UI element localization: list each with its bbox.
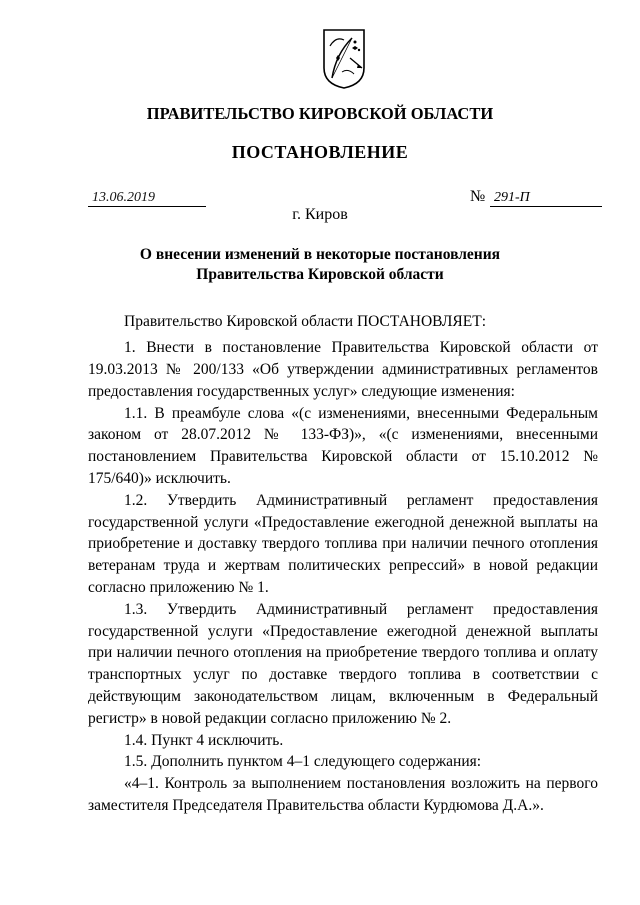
document-number: 291-П [490,190,602,207]
kirov-coat-of-arms-emblem [322,28,366,90]
paragraph-1-3: 1.3. Утвердить Административный регламент предоставления государственной услуги «Предоставление ежегодной денежной выплаты при наличии печного отопления на приобретение твердого топлива и оплату транспортных услуг по доставке твердого топлива в соответствии с действующим законодательством лицам, включенным в Федеральный регистр» в новой редакции согласно приложению № 2. [88,600,598,727]
document-date: 13.06.2019 [88,190,206,207]
paragraph-1-4: 1.4. Пункт 4 исключить. [124,731,284,749]
intro-paragraph: Правительство Кировской области ПОСТАНОВЛЯЕТ: [124,313,487,330]
title-line-2: Правительства Кировской области [196,266,444,283]
paragraph-1: 1. Внести в постановление Правительства Кировской области от 19.03.2013 № 200/133 «Об утверждении административных регламентов предоставления государственных услуг» следующие изменения: [88,339,598,400]
paragraph-1-2: 1.2. Утвердить Административный регламент предоставления государственной услуги «Предоставление ежегодной денежной выплаты на приобретение и доставку твердого топлива при наличии печного отопления ветеранам труда и жертвам политических репрессий» в новой редакции согласно приложению № 1. [88,491,598,597]
document-type: ПОСТАНОВЛЕНИЕ [231,142,409,162]
city: г. Киров [292,206,348,223]
paragraph-1-5: 1.5. Дополнить пунктом 4–1 следующего содержания: [124,753,482,771]
document-title [100,245,540,285]
title-line-1: О внесении изменений в некоторые постановления [139,246,501,263]
number-sign: № [470,188,486,205]
paragraph-1-1: 1.1. В преамбуле слова «(с изменениями, внесенными Федеральным законом от 28.07.2012 № 133-ФЗ)», «(с изменениями, внесенными постановлением Правительства Кировской области от 15.10.2012 № 175/640)» исключить. [88,404,598,488]
document-body [88,311,598,817]
paragraph-4-1-quote: «4–1. Контроль за выполнением постановления возложить на первого заместителя Председателя Правительства области Курдюмова Д.А.». [88,775,598,815]
organization-name: ПРАВИТЕЛЬСТВО КИРОВСКОЙ ОБЛАСТИ [146,104,494,123]
